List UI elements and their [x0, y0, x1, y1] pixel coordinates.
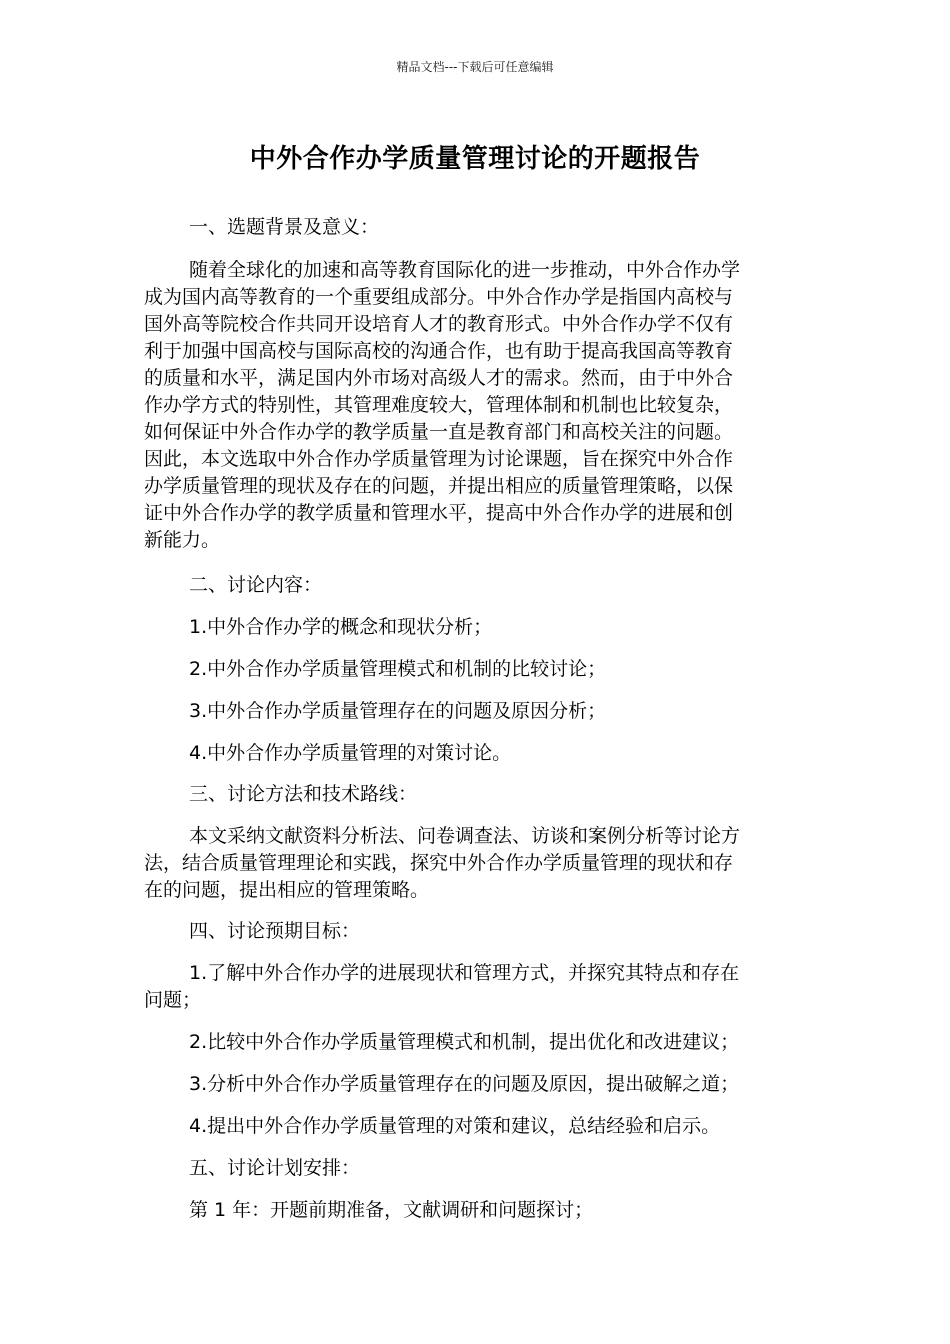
list-item: 4.提出中外合作办学质量管理的对策和建议，总结经验和启示。 [189, 1115, 721, 1137]
paragraph-line: 如何保证中外合作办学的教学质量一直是教育部门和高校关注的问题。 [144, 421, 734, 443]
paragraph-line: 办学质量管理的现状及存在的问题，并提出相应的质量管理策略，以保 [144, 475, 734, 497]
paragraph-line: 国外高等院校合作共同开设培育人才的教育形式。中外合作办学不仅有 [144, 313, 734, 335]
list-item: 1.了解中外合作办学的进展现状和管理方式，并探究其特点和存在 问题； [144, 962, 740, 1011]
list-item: 1.中外合作办学的概念和现状分析； [189, 616, 493, 638]
section-1-heading: 一、选题背景及意义： [189, 216, 380, 238]
paragraph-line: 新能力。 [144, 529, 221, 551]
paragraph-line: 随着全球化的加速和高等教育国际化的进一步推动，中外合作办学 [189, 259, 741, 281]
paragraph-line: 利于加强中国高校与国际高校的沟通合作，也有助于提高我国高等教育 [144, 340, 734, 362]
paragraph-line: 因此，本文选取中外合作办学质量管理为讨论课题，旨在探究中外合作 [144, 448, 734, 470]
header-note: 精品文档---下载后可任意编辑 [396, 60, 554, 74]
paragraph-line: 的质量和水平，满足国内外市场对高级人才的需求。然而，由于中外合 [144, 367, 734, 389]
list-item: 3.分析中外合作办学质量管理存在的问题及原因，提出破解之道； [189, 1073, 740, 1095]
list-item: 3.中外合作办学质量管理存在的问题及原因分析； [189, 700, 607, 722]
section-4-heading: 四、讨论预期目标： [189, 920, 361, 942]
section-2-heading: 二、讨论内容： [189, 574, 323, 596]
paragraph-line: 作办学方式的特别性，其管理难度较大，管理体制和机制也比较复杂， [144, 394, 734, 416]
paragraph-line: 证中外合作办学的教学质量和管理水平，提高中外合作办学的进展和创 [144, 502, 734, 524]
section-3-paragraph [144, 823, 794, 904]
document-title: 中外合作办学质量管理讨论的开题报告 [249, 144, 701, 174]
list-item: 2.中外合作办学质量管理模式和机制的比较讨论； [189, 658, 607, 680]
section-1-paragraph [144, 257, 794, 554]
paragraph-line: 本文采纳文献资料分析法、问卷调查法、访谈和案例分析等讨论方 [189, 825, 741, 847]
paragraph-line: 在的问题，提出相应的管理策略。 [144, 879, 430, 901]
paragraph-line: 成为国内高等教育的一个重要组成部分。中外合作办学是指国内高校与 [144, 286, 734, 308]
section-5-heading: 五、讨论计划安排： [189, 1157, 361, 1179]
list-item: 4.中外合作办学质量管理的对策讨论。 [189, 742, 512, 764]
list-item: 第 1 年：开题前期准备，文献调研和问题探讨； [189, 1199, 594, 1221]
list-item: 2.比较中外合作办学质量管理模式和机制，提出优化和改进建议； [189, 1031, 740, 1053]
section-3-heading: 三、讨论方法和技术路线： [189, 783, 418, 805]
paragraph-line: 法，结合质量管理理论和实践，探究中外合作办学质量管理的现状和存 [144, 852, 734, 874]
